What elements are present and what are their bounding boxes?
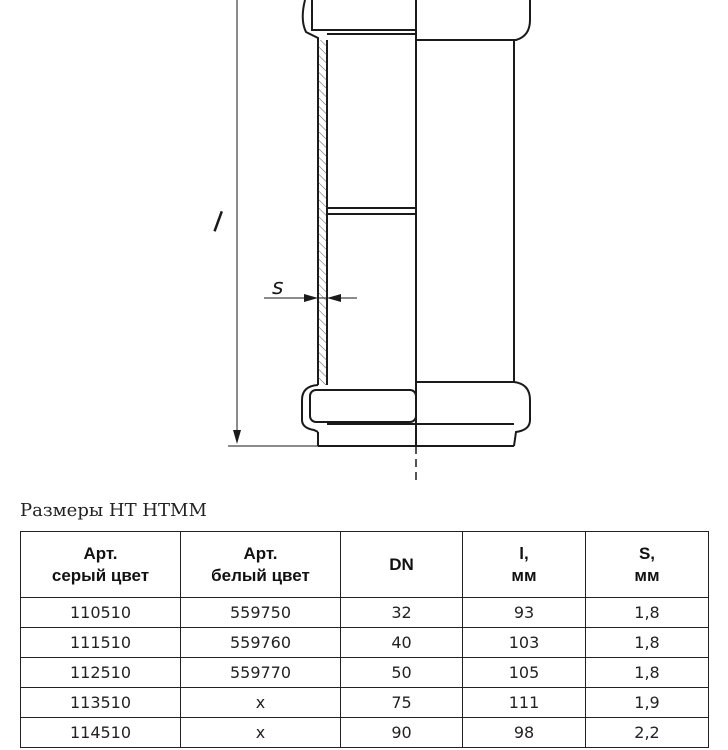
table-cell: 1,8 xyxy=(586,658,709,688)
table-cell: 114510 xyxy=(21,718,181,748)
table-cell: 1,9 xyxy=(586,688,709,718)
table-cell: 559750 xyxy=(181,598,341,628)
table-cell: 50 xyxy=(341,658,463,688)
table-cell: 559770 xyxy=(181,658,341,688)
column-header-line: l, xyxy=(519,543,529,563)
table-cell: 103 xyxy=(463,628,586,658)
table-body xyxy=(21,598,709,748)
table-caption: Размеры HT HTMM xyxy=(20,500,207,521)
table-cell: 2,2 xyxy=(586,718,709,748)
column-header-line: серый цвет xyxy=(51,565,150,585)
bottom-seal-ring xyxy=(310,390,416,422)
column-header-line: белый цвет xyxy=(211,565,310,585)
column-header-line: мм xyxy=(511,565,537,585)
column-header-line: Арт. xyxy=(83,543,118,563)
table-cell: 112510 xyxy=(21,658,181,688)
table-cell: x xyxy=(181,688,341,718)
table-cell: x xyxy=(181,718,341,748)
table-cell: 98 xyxy=(463,718,586,748)
table-row xyxy=(21,718,709,748)
table-cell: 111510 xyxy=(21,628,181,658)
column-header xyxy=(341,532,463,598)
column-header-line: мм xyxy=(634,565,660,585)
table-row xyxy=(21,658,709,688)
dimensions-table xyxy=(20,531,709,748)
table-cell: 111 xyxy=(463,688,586,718)
column-header xyxy=(463,532,586,598)
table-cell: 1,8 xyxy=(586,628,709,658)
table-row xyxy=(21,628,709,658)
table-cell: 93 xyxy=(463,598,586,628)
table-row xyxy=(21,598,709,628)
top-socket-bead xyxy=(416,0,530,40)
table-cell: 1,8 xyxy=(586,598,709,628)
length-symbol: l xyxy=(208,205,228,240)
column-header xyxy=(586,532,709,598)
table-cell: 40 xyxy=(341,628,463,658)
column-header xyxy=(181,532,341,598)
table-cell: 90 xyxy=(341,718,463,748)
table-cell: 559760 xyxy=(181,628,341,658)
column-header-line: S, xyxy=(638,543,656,563)
table-cell: 105 xyxy=(463,658,586,688)
table-cell: 32 xyxy=(341,598,463,628)
wall-thickness-symbol: s xyxy=(272,275,284,300)
column-header xyxy=(21,532,181,598)
length-arrow xyxy=(233,430,241,444)
column-header-line: DN xyxy=(389,554,414,574)
wall-hatching xyxy=(318,40,327,385)
table-header-row xyxy=(21,532,709,598)
top-socket-outline xyxy=(312,0,416,30)
column-header-line: Арт. xyxy=(243,543,278,563)
table-row xyxy=(21,688,709,718)
table-cell: 110510 xyxy=(21,598,181,628)
table-cell: 75 xyxy=(341,688,463,718)
table-cell: 113510 xyxy=(21,688,181,718)
